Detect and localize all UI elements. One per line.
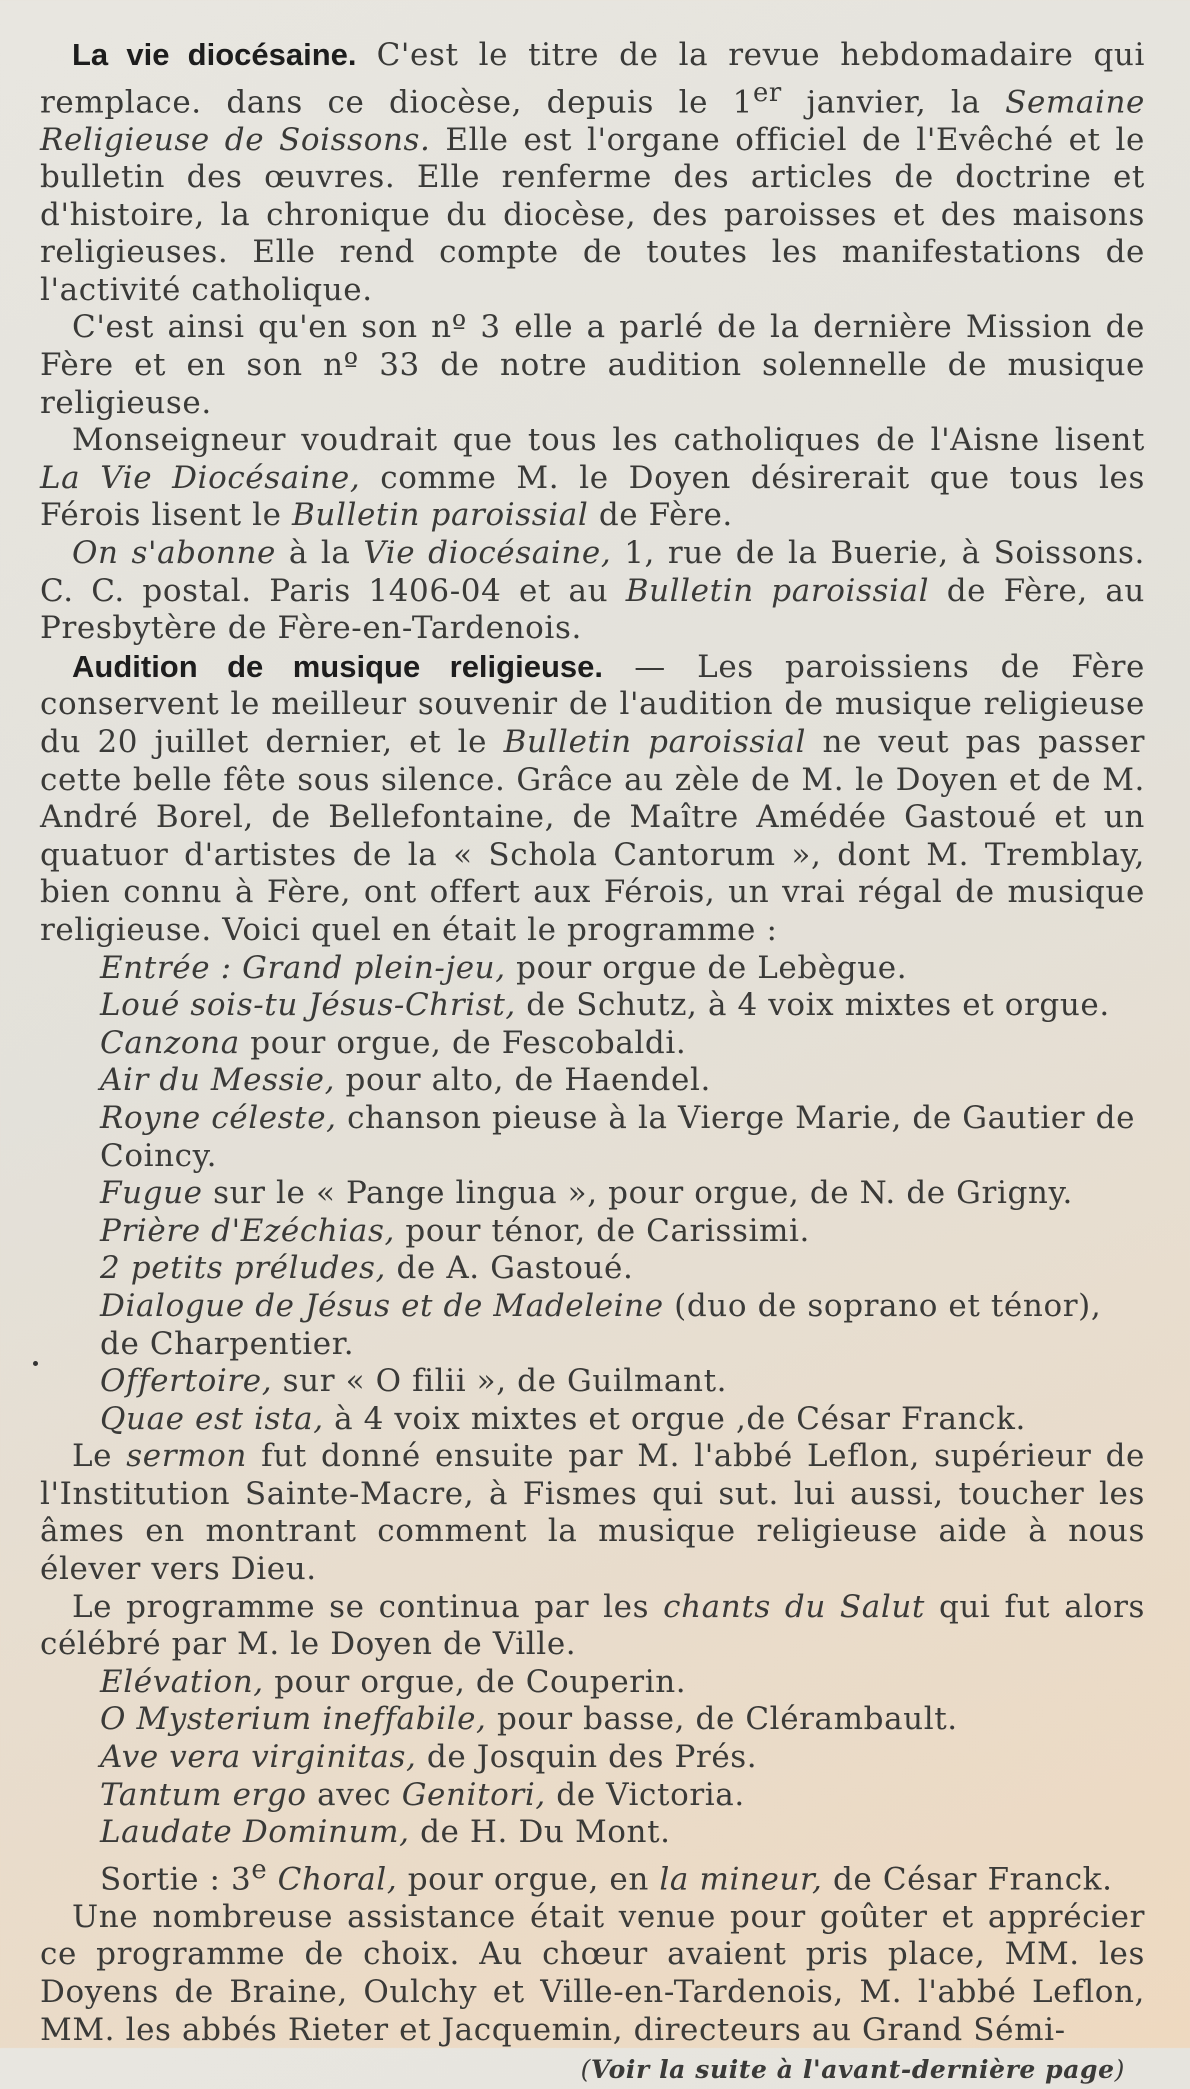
program-item: O Mysterium ineffabile, pour basse, de Clérambault.	[100, 1701, 958, 1738]
paragraph-abonnement: On s'abonne à la Vie diocésaine, 1, rue de la Buerie, à Soissons. C. C. postal. Paris 1406-04 et au Bulletin paroissial de Fère, au Presbytère de Fère-en-Tardenois.	[40, 535, 1145, 647]
program-item: Dialogue de Jésus et de Madeleine (duo de soprano et ténor), de Charpentier.	[100, 1287, 1102, 1362]
program-item: Royne céleste, chanson pieuse à la Vierge Marie, de Gautier de Coincy.	[100, 1099, 1136, 1174]
program-item: Entrée : Grand plein-jeu, pour orgue de Lebègue.	[100, 949, 908, 986]
program-item: Laudate Dominum, de H. Du Mont.	[100, 1814, 671, 1851]
program-item: Fugue sur le « Pange lingua », pour orgue, de N. de Grigny.	[100, 1175, 1073, 1212]
program-item: Loué sois-tu Jésus-Christ, de Schutz, à 4 voix mixtes et orgue.	[100, 987, 1110, 1024]
program-list-part-one	[40, 950, 1145, 1439]
program-item: 2 petits préludes, de A. Gastoué.	[100, 1250, 634, 1287]
program-item: Canzona pour orgue, de Fescobaldi.	[100, 1024, 687, 1061]
program-item: Tantum ergo avec Genitori, de Victoria.	[100, 1776, 745, 1813]
paragraph-assistance: Une nombreuse assistance était venue pour goûter et apprécier ce programme de choix. Au chœur avaient pris place, MM. les Doyens de Braine, Oulchy et Ville-en-Tardenois, M. l'abbé Leflon, MM. les abbés Rieter et Jacquemin, directeurs au Grand Sémi-	[40, 1898, 1145, 2048]
paragraph-salut: Le programme se continua par les chants du Salut qui fut alors célébré par M. le Doyen de Ville.	[40, 1588, 1146, 1663]
program-item: Quae est ista, à 4 voix mixtes et orgue ,de César Franck.	[100, 1400, 1026, 1437]
paragraph-mission: C'est ainsi qu'en son nº 3 elle a parlé de la dernière Mission de Fère et en son nº 33 de notre audition solennelle de musique religieuse.	[40, 309, 1145, 421]
program-item: Sortie : 3e Choral, pour orgue, en la mineur, de César Franck.	[100, 1854, 1113, 1898]
program-item: Air du Messie, pour alto, de Haendel.	[100, 1062, 711, 1099]
program-item: Prière d'Ezéchias, pour ténor, de Carissimi.	[100, 1212, 810, 1249]
section-heading-vie-diocesaine: La vie diocésaine.	[72, 37, 357, 72]
paragraph-audition: Audition de musique religieuse. — Les paroissiens de Fère conservent le meilleur souvenir de l'audition de musique religieuse du 20 juillet dernier, et le Bulletin paroissial ne veut pas passer cette belle fête sous silence. Grâce au zèle de M. le Doyen et de M. André Borel, de Bellefontaine, de Maître Amédée Gastoué et un quatuor d'artistes de la « Schola Cantorum », dont M. Tremblay, bien connu à Fère, ont offert aux Férois, un vrai régal de musique religieuse. Voici quel en était le programme :	[40, 648, 1146, 948]
section-heading-audition: Audition de musique religieuse.	[72, 648, 603, 684]
program-item: Elévation, pour orgue, de Couperin.	[100, 1663, 687, 1700]
paragraph-monseigneur: Monseigneur voudrait que tous les catholiques de l'Aisne lisent La Vie Diocésaine, comme M. le Doyen désirerait que tous les Férois lisent le Bulletin paroissial de Fère.	[40, 422, 1146, 534]
margin-dot	[33, 1361, 38, 1366]
continuation-note: (Voir la suite à l'avant-dernière page)	[580, 2055, 1125, 2085]
program-list-part-two	[40, 1664, 1145, 1899]
program-item: Ave vera virginitas, de Josquin des Prés.	[100, 1739, 758, 1776]
program-item: Offertoire, sur « O filii », de Guilmant.	[100, 1363, 728, 1400]
paragraph-sermon: Le sermon fut donné ensuite par M. l'abbé Leflon, supérieur de l'Institution Sainte-Macre, à Fismes qui sut. lui aussi, toucher les âmes en montrant comment la musique religieuse aide à nous élever vers Dieu.	[40, 1438, 1145, 1588]
paragraph-vie-diocesaine: La vie diocésaine. C'est le titre de la revue hebdomadaire qui remplace. dans ce diocèse, depuis le 1er janvier, la Semaine Religieuse de Soissons. Elle est l'organe officiel de l'Evêché et le bulletin des œuvres. Elle renferme des articles de doctrine et d'histoire, la chronique du diocèse, des paroisses et des maisons religieuses. Elle rend compte de toutes les manifestations de l'activité catholique.	[40, 37, 1145, 308]
article-page	[40, 36, 1145, 2089]
